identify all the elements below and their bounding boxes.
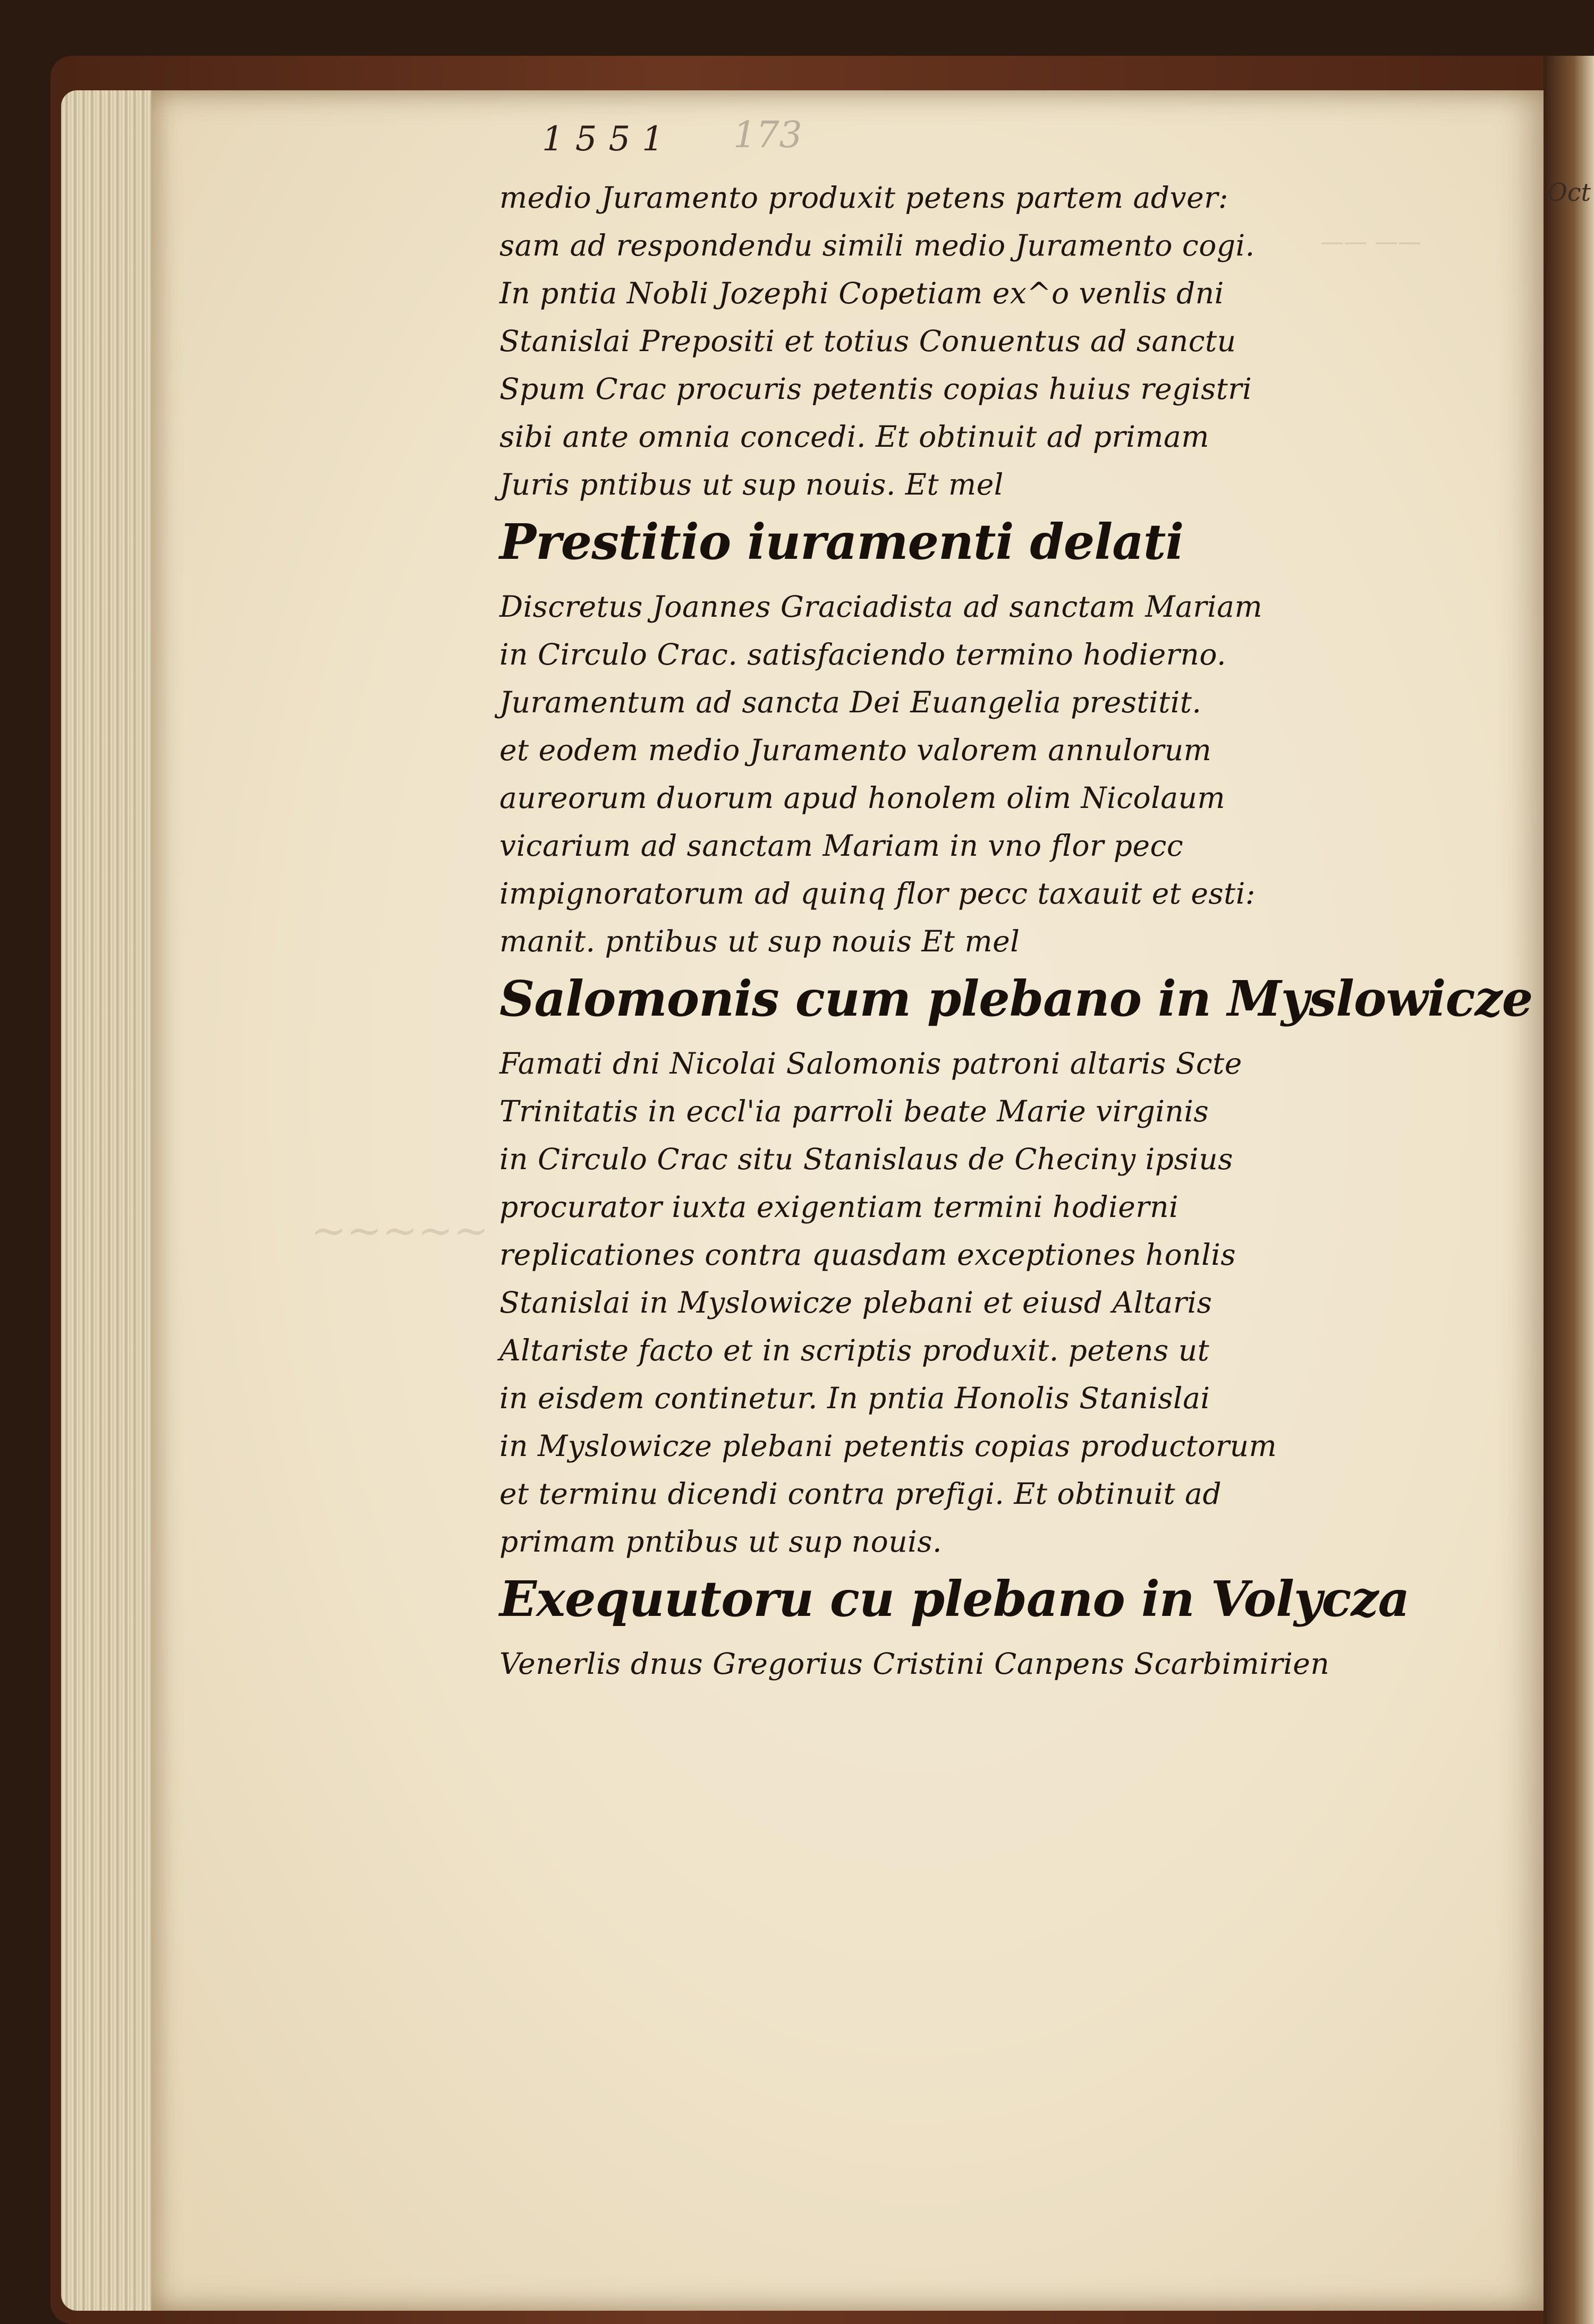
text-line: procurator iuxta exigentiam termini hodierni xyxy=(499,1190,1179,1224)
section-heading: Prestitio iuramenti delati xyxy=(499,513,1184,571)
text-line: aureorum duorum apud honolem olim Nicolaum xyxy=(499,781,1226,815)
text-line: Venerlis dnus Gregorius Cristini Canpens Scarbimirien xyxy=(499,1647,1330,1681)
facing-page-fragment: Oct xyxy=(1547,178,1591,207)
facing-page-gutter xyxy=(1544,56,1594,2324)
text-line: in Circulo Crac. satisfaciendo termino hodierno. xyxy=(499,637,1226,671)
text-line: Juramentum ad sancta Dei Euangelia prestitit. xyxy=(499,685,1202,719)
text-line: Spum Crac procuris petentis copias huius registri xyxy=(499,372,1252,406)
section-heading: Salomonis cum plebano in Myslowicze xyxy=(499,970,1533,1027)
text-line: Discretus Joannes Graciadista ad sanctam Mariam xyxy=(499,590,1263,624)
text-line: Famati dni Nicolai Salomonis patroni altaris Scte xyxy=(499,1046,1242,1080)
text-line: Juris pntibus ut sup nouis. Et mel xyxy=(499,467,1004,501)
text-line: manit. pntibus ut sup nouis Et mel xyxy=(499,924,1020,958)
text-line: et terminu dicendi contra prefigi. Et obtinuit ad xyxy=(499,1477,1222,1511)
text-line: et eodem medio Juramento valorem annulorum xyxy=(499,733,1212,767)
text-line: in Myslowicze plebani petentis copias productorum xyxy=(499,1429,1277,1463)
folio-year: 1551 xyxy=(542,120,675,159)
text-line: replicationes contra quasdam exceptiones honlis xyxy=(499,1238,1236,1272)
text-line: primam pntibus ut sup nouis. xyxy=(499,1525,942,1559)
text-line: Trinitatis in eccl'ia parroli beate Marie virginis xyxy=(499,1094,1209,1128)
section-heading: Exequutoru cu plebano in Volycza xyxy=(499,1570,1410,1628)
text-line: Stanislai Prepositi et totius Conuentus ad sanctu xyxy=(499,324,1236,358)
text-line: Altariste facto et in scriptis produxit. petens ut xyxy=(499,1333,1210,1367)
text-line: In pntia Nobli Jozephi Copetiam ex^o venlis dni xyxy=(499,276,1224,310)
text-line: in Circulo Crac situ Stanislaus de Checiny ipsius xyxy=(499,1142,1233,1176)
manuscript-page: —— —— ∼∼∼∼∼ xyxy=(151,90,1546,2311)
manuscript-text xyxy=(499,175,1533,1689)
text-line: in eisdem continetur. In pntia Honolis Stanislai xyxy=(499,1381,1210,1415)
text-line: sibi ante omnia concedi. Et obtinuit ad primam xyxy=(499,420,1209,454)
text-line: Stanislai in Myslowicze plebani et eiusd Altaris xyxy=(499,1286,1213,1320)
text-line: impignoratorum ad quinq flor pecc taxauit et esti: xyxy=(499,876,1256,910)
text-line: medio Juramento produxit petens partem adver: xyxy=(499,181,1228,215)
text-line: vicarium ad sanctam Mariam in vno flor pecc xyxy=(499,829,1184,863)
folio-number-stamp: 173 xyxy=(733,114,802,156)
text-line: sam ad respondendu simili medio Juramento cogi. xyxy=(499,228,1255,262)
